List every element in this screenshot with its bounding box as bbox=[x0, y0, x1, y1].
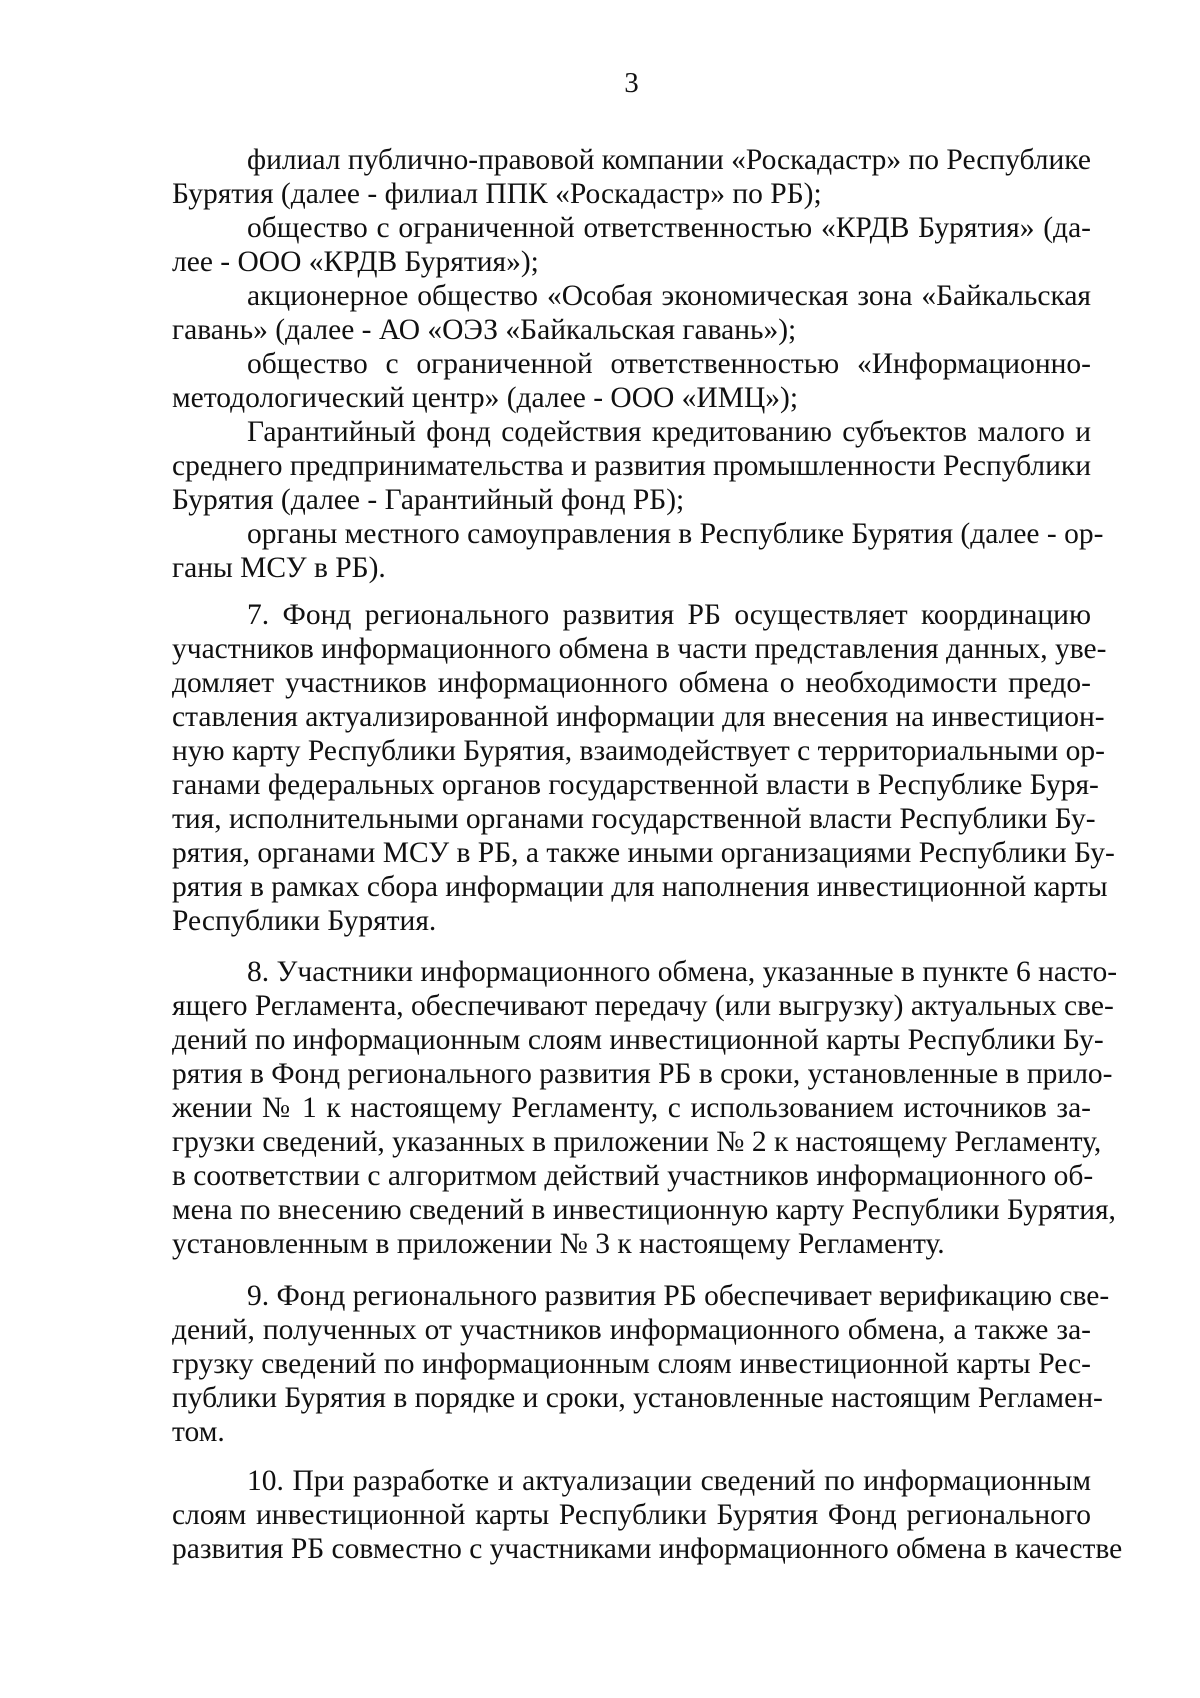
paragraph-line: установленным в приложении № 3 к настоящему Регламенту. bbox=[172, 1228, 945, 1260]
paragraph-line: публики Бурятия в порядке и сроки, установленные настоящим Регламен- bbox=[172, 1382, 1103, 1414]
paragraph-line: ганами федеральных органов государственной власти в Республике Буря- bbox=[172, 769, 1099, 801]
paragraph-line: грузки сведений, указанных в приложении № 2 к настоящему Регламенту, bbox=[172, 1126, 1102, 1158]
paragraph-line: 8. Участники информационного обмена, указанные в пункте 6 насто- bbox=[247, 956, 1118, 988]
paragraph-line: тия, исполнительными органами государственной власти Республики Бу- bbox=[172, 803, 1096, 835]
intro-line: Гарантийный фонд содействия кредитованию субъектов малого и bbox=[247, 416, 1091, 448]
paragraph-line: дений по информационным слоям инвестиционной карты Республики Бу- bbox=[172, 1024, 1104, 1056]
paragraph-10 bbox=[172, 1464, 1123, 1566]
paragraph-line: 10. При разработке и актуализации сведений по информационным bbox=[247, 1465, 1091, 1497]
paragraph-line: дений, полученных от участников информационного обмена, а также за- bbox=[172, 1314, 1091, 1346]
intro-line: Бурятия (далее - филиал ППК «Роскадастр» по РБ); bbox=[172, 178, 822, 210]
paragraph-line: 7. Фонд регионального развития РБ осуществляет координацию bbox=[247, 599, 1091, 631]
intro-line: методологический центр» (далее - ООО «ИМЦ»); bbox=[172, 382, 799, 414]
intro-line: филиал публично-правовой компании «Роскадастр» по Республике bbox=[247, 144, 1091, 176]
intro-line: среднего предпринимательства и развития промышленности Республики bbox=[172, 450, 1091, 482]
intro-line: ганы МСУ в РБ). bbox=[172, 552, 386, 584]
paragraph-line: участников информационного обмена в части представления данных, уве- bbox=[172, 633, 1107, 665]
paragraph-line: рятия, органами МСУ в РБ, а также иными организациями Республики Бу- bbox=[172, 837, 1115, 869]
paragraph-8 bbox=[172, 955, 1118, 1261]
paragraph-line: мена по внесению сведений в инвестиционную карту Республики Бурятия, bbox=[172, 1194, 1116, 1226]
intro-line: общество с ограниченной ответственностью «КРДВ Бурятия» (да- bbox=[247, 212, 1091, 244]
paragraph-line: ящего Регламента, обеспечивают передачу (или выгрузку) актуальных све- bbox=[172, 990, 1114, 1022]
intro-line: лее - ООО «КРДВ Бурятия»); bbox=[172, 246, 539, 278]
intro-line: общество с ограниченной ответственностью «Информационно- bbox=[247, 348, 1091, 380]
paragraph-line: 9. Фонд регионального развития РБ обеспечивает верификацию све- bbox=[247, 1280, 1110, 1312]
paragraph-7 bbox=[172, 598, 1115, 938]
intro-list bbox=[172, 143, 1104, 585]
paragraph-line: жении № 1 к настоящему Регламенту, с использованием источников за- bbox=[172, 1092, 1091, 1124]
paragraph-line: слоям инвестиционной карты Республики Бурятия Фонд регионального bbox=[172, 1499, 1091, 1531]
intro-line: акционерное общество «Особая экономическая зона «Байкальская bbox=[247, 280, 1091, 312]
paragraph-line: том. bbox=[172, 1416, 225, 1448]
paragraph-line: развития РБ совместно с участниками информационного обмена в качестве bbox=[172, 1533, 1123, 1565]
intro-line: гавань» (далее - АО «ОЭЗ «Байкальская гавань»); bbox=[172, 314, 797, 346]
paragraph-line: Республики Бурятия. bbox=[172, 905, 437, 937]
paragraph-line: ставления актуализированной информации для внесения на инвестицион- bbox=[172, 701, 1105, 733]
paragraph-line: ную карту Республики Бурятия, взаимодействует с территориальными ор- bbox=[172, 735, 1105, 767]
paragraph-9 bbox=[172, 1279, 1110, 1449]
intro-line: Бурятия (далее - Гарантийный фонд РБ); bbox=[172, 484, 685, 516]
paragraph-line: рятия в рамках сбора информации для наполнения инвестиционной карты bbox=[172, 871, 1108, 903]
paragraph-line: грузку сведений по информационным слоям инвестиционной карты Рес- bbox=[172, 1348, 1091, 1380]
page-number: 3 bbox=[624, 67, 639, 99]
intro-line: органы местного самоуправления в Республике Бурятия (далее - ор- bbox=[247, 518, 1104, 550]
paragraph-line: в соответствии с алгоритмом действий участников информационного об- bbox=[172, 1160, 1094, 1192]
paragraph-line: домляет участников информационного обмена о необходимости предо- bbox=[172, 667, 1091, 699]
paragraph-line: рятия в Фонд регионального развития РБ в сроки, установленные в прило- bbox=[172, 1058, 1113, 1090]
